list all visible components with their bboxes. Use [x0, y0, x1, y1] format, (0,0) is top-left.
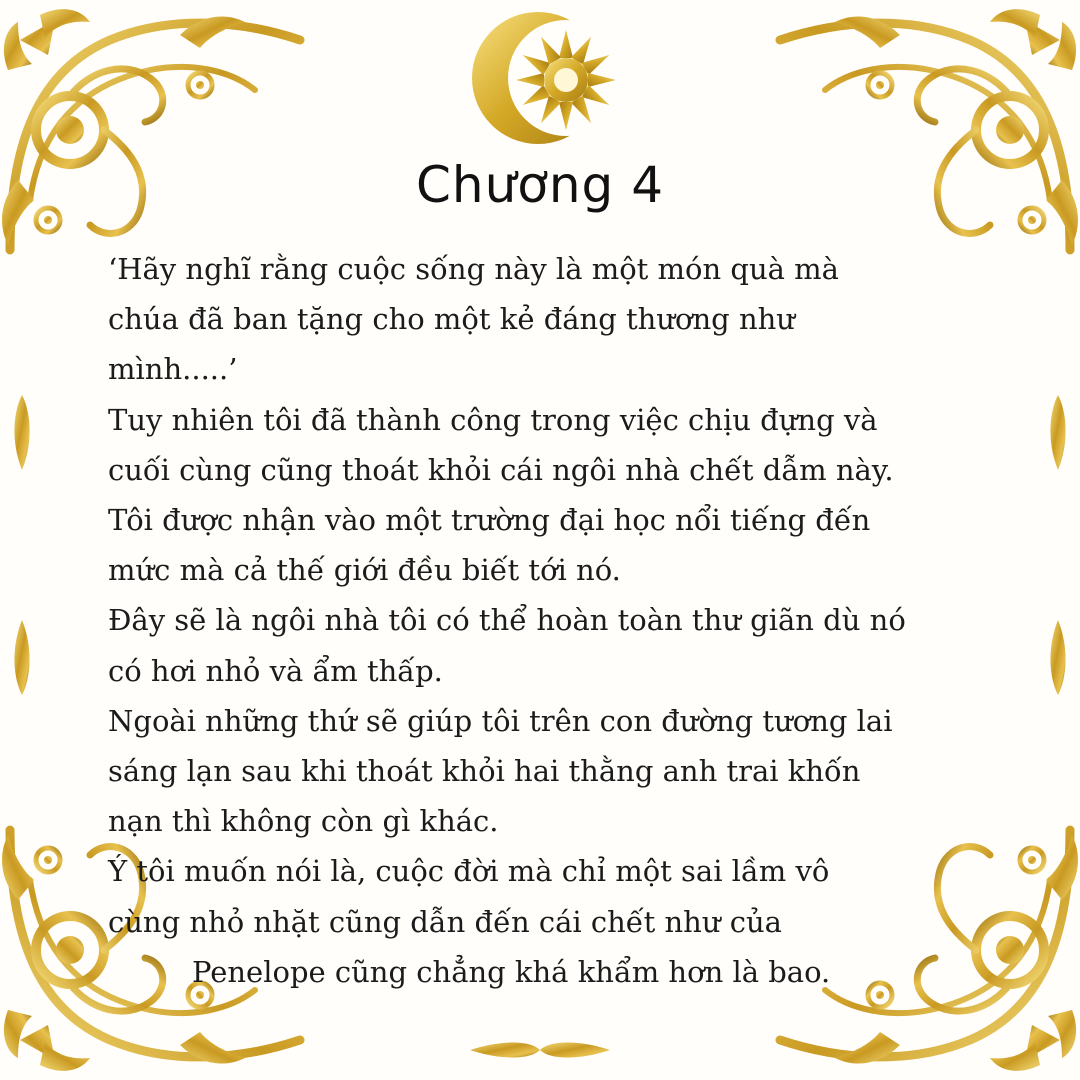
chapter-title: Chương 4: [415, 156, 664, 214]
crescent-sun-icon: [462, 6, 622, 156]
text-line: cuối cùng cũng thoát khỏi cái ngôi nhà chết dẫm này.: [108, 452, 894, 487]
text-line: chúa đã ban tặng cho một kẻ đáng thương như: [108, 302, 795, 337]
text-line: Ý tôi muốn nói là, cuộc đời mà chỉ một sai lầm vô: [108, 854, 830, 889]
text-line: có hơi nhỏ và ẩm thấp.: [108, 653, 443, 688]
text-line-indented: Penelope cũng chẳng khá khẩm hơn là bao.: [192, 954, 831, 989]
text-line: nạn thì không còn gì khác.: [108, 804, 499, 839]
text-line: Tôi được nhận vào một trường đại học nổi tiếng đến: [108, 503, 871, 538]
text-line: sáng lạn sau khi thoát khỏi hai thằng anh trai khốn: [108, 754, 861, 789]
chapter-body: [108, 244, 1048, 997]
text-line: ‘Hãy nghĩ rằng cuộc sống này là một món quà mà: [108, 252, 839, 286]
text-line: Tuy nhiên tôi đã thành công trong việc chịu đựng và: [108, 402, 878, 437]
text-line: Đây sẽ là ngôi nhà tôi có thể hoàn toàn thư giãn dù nó: [108, 603, 906, 638]
text-line: mức mà cả thế giới đều biết tới nó.: [108, 553, 621, 588]
text-line: Ngoài những thứ sẽ giúp tôi trên con đường tương lai: [108, 703, 893, 738]
text-line: mình.....’: [108, 352, 238, 387]
text-line: cùng nhỏ nhặt cũng dẫn đến cái chết như của: [108, 904, 782, 939]
